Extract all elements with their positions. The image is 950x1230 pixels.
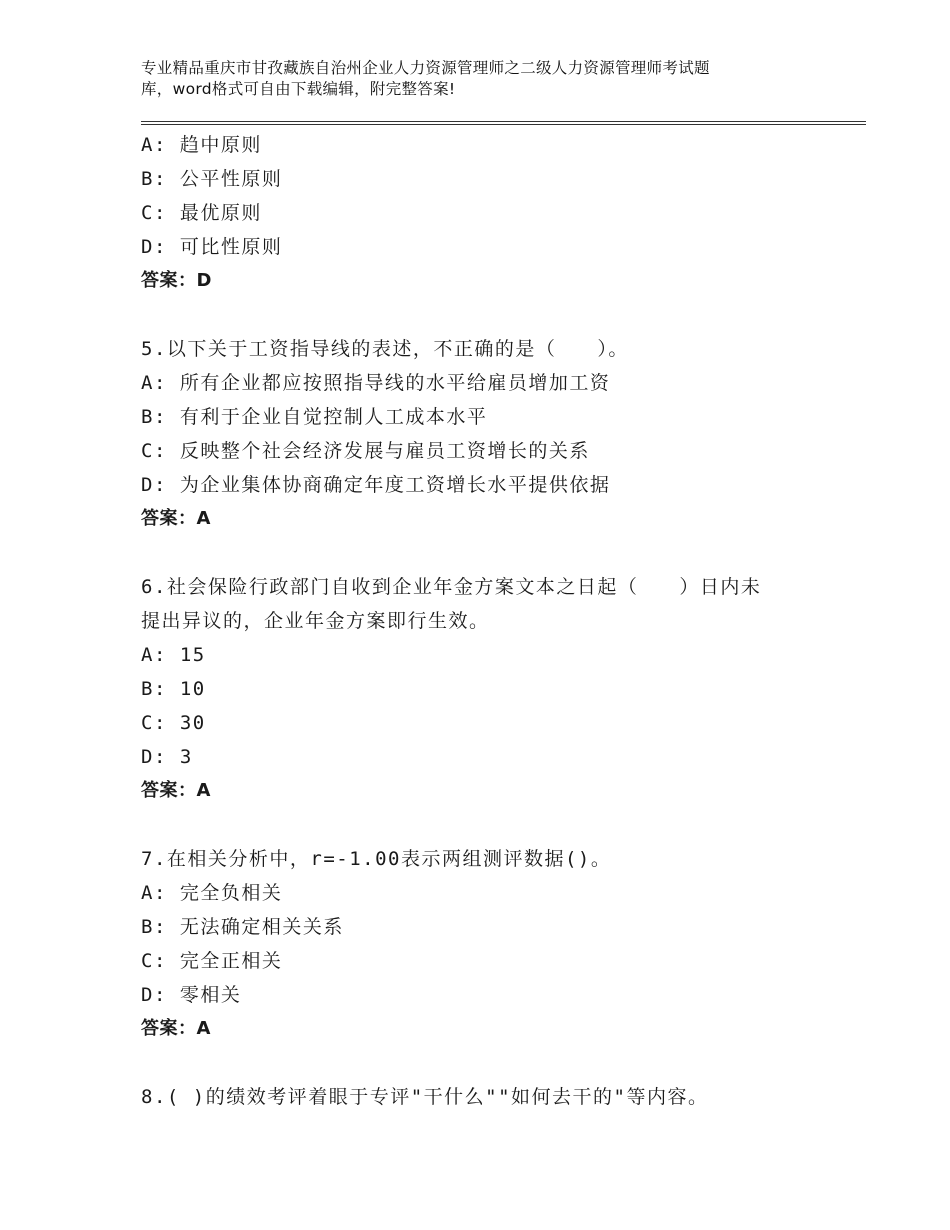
option-d: D: 可比性原则 bbox=[141, 236, 283, 258]
option-a: A: 完全负相关 bbox=[141, 882, 283, 904]
option-c: C: 完全正相关 bbox=[141, 950, 283, 972]
spacer bbox=[141, 1046, 866, 1080]
question-6 bbox=[141, 570, 866, 808]
option-b: B: 有利于企业自觉控制人工成本水平 bbox=[141, 406, 488, 428]
question-8 bbox=[141, 1080, 866, 1114]
question-stem-line-1: 6.社会保险行政部门自收到企业年金方案文本之日起（ ）日内未 bbox=[141, 576, 762, 598]
spacer bbox=[141, 808, 866, 842]
option-b: B: 10 bbox=[141, 678, 206, 700]
spacer bbox=[141, 536, 866, 570]
option-b: B: 无法确定相关关系 bbox=[141, 916, 344, 938]
header-divider bbox=[141, 121, 866, 125]
question-stem: 5.以下关于工资指导线的表述，不正确的是（ ）。 bbox=[141, 338, 629, 360]
header-title-line-2: 库，word格式可自由下载编辑，附完整答案! bbox=[141, 80, 456, 98]
option-a: A: 趋中原则 bbox=[141, 134, 262, 156]
answer-label: 答案：D bbox=[141, 270, 212, 291]
answer-label: 答案：A bbox=[141, 508, 211, 529]
option-c: C: 最优原则 bbox=[141, 202, 262, 224]
question-stem-line-2: 提出异议的，企业年金方案即行生效。 bbox=[141, 610, 490, 632]
document-header bbox=[141, 58, 841, 100]
option-c: C: 反映整个社会经济发展与雇员工资增长的关系 bbox=[141, 440, 590, 462]
option-a: A: 15 bbox=[141, 644, 206, 666]
option-a: A: 所有企业都应按照指导线的水平给雇员增加工资 bbox=[141, 372, 611, 394]
question-stem: 7.在相关分析中，r=-1.00表示两组测评数据()。 bbox=[141, 848, 612, 870]
option-c: C: 30 bbox=[141, 712, 206, 734]
option-b: B: 公平性原则 bbox=[141, 168, 283, 190]
question-7 bbox=[141, 842, 866, 1046]
spacer bbox=[141, 298, 866, 332]
answer-label: 答案：A bbox=[141, 1018, 211, 1039]
question-stem: 8.( )的绩效考评着眼于专评"干什么""如何去干的"等内容。 bbox=[141, 1086, 709, 1108]
question-5 bbox=[141, 332, 866, 536]
option-d: D: 零相关 bbox=[141, 984, 242, 1006]
question-4 bbox=[141, 128, 866, 298]
answer-label: 答案：A bbox=[141, 780, 211, 801]
question-list bbox=[141, 128, 866, 1114]
option-d: D: 3 bbox=[141, 746, 193, 768]
option-d: D: 为企业集体协商确定年度工资增长水平提供依据 bbox=[141, 474, 611, 496]
header-title-line-1: 专业精品重庆市甘孜藏族自治州企业人力资源管理师之二级人力资源管理师考试题 bbox=[141, 59, 710, 77]
